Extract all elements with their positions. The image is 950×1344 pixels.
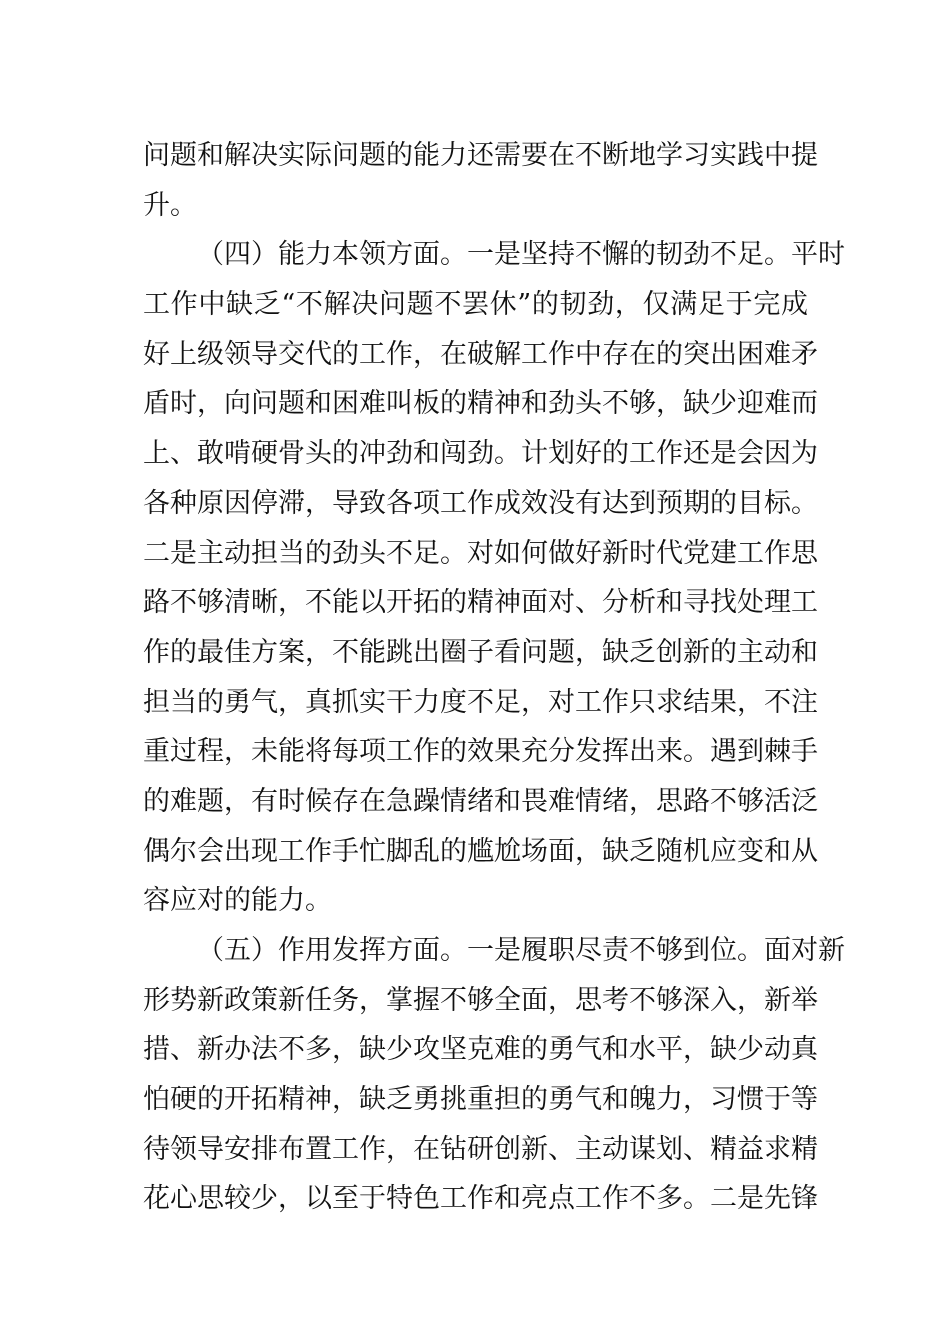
section-heading-line: （四）能力本领方面。一是坚持不懈的韧劲不足。平时 [197,239,845,271]
text-line: 二是主动担当的劲头不足。对如何做好新时代党建工作思 [143,537,818,569]
text-line: 路不够清晰，不能以开拓的精神面对、分析和寻找处理工 [143,587,818,619]
text-line: 升。 [143,189,197,221]
text-line: 好上级领导交代的工作，在破解工作中存在的突出困难矛 [143,338,818,370]
text-line: 问题和解决实际问题的能力还需要在不断地学习实践中提 [143,140,818,171]
section-heading-line: （五）作用发挥方面。一是履职尽责不够到位。面对新 [197,935,845,966]
text-line: 怕硬的开拓精神，缺乏勇挑重担的勇气和魄力，习惯于等 [143,1084,818,1116]
text-line: 花心思较少，以至于特色工作和亮点工作不多。二是先锋 [143,1183,818,1215]
text-line: 偶尔会出现工作手忙脚乱的尴尬场面，缺乏随机应变和从 [143,835,818,867]
text-line: 盾时，向问题和困难叫板的精神和劲头不够，缺少迎难而 [143,388,818,420]
text-line: 的难题，有时候存在急躁情绪和畏难情绪，思路不够活泛 [143,785,818,817]
text-line: 作的最佳方案，不能跳出圈子看问题，缺乏创新的主动和 [143,636,818,668]
document-body [143,131,845,1224]
text-line: 容应对的能力。 [143,885,332,917]
text-line: 上、敢啃硬骨头的冲劲和闯劲。计划好的工作还是会因为 [143,438,818,470]
text-line: 形势新政策新任务，掌握不够全面，思考不够深入，新举 [143,984,818,1016]
text-line: 各种原因停滞，导致各项工作成效没有达到预期的目标。 [143,487,818,519]
text-line: 待领导安排布置工作，在钻研创新、主动谋划、精益求精 [143,1133,818,1165]
text-line: 担当的勇气，真抓实干力度不足，对工作只求结果，不注 [143,686,818,718]
text-line: 措、新办法不多，缺少攻坚克难的勇气和水平，缺少动真 [143,1034,818,1066]
text-line: 工作中缺乏“不解决问题不罢休”的韧劲，仅满足于完成 [143,289,808,321]
text-line: 重过程，未能将每项工作的效果充分发挥出来。遇到棘手 [143,736,818,768]
